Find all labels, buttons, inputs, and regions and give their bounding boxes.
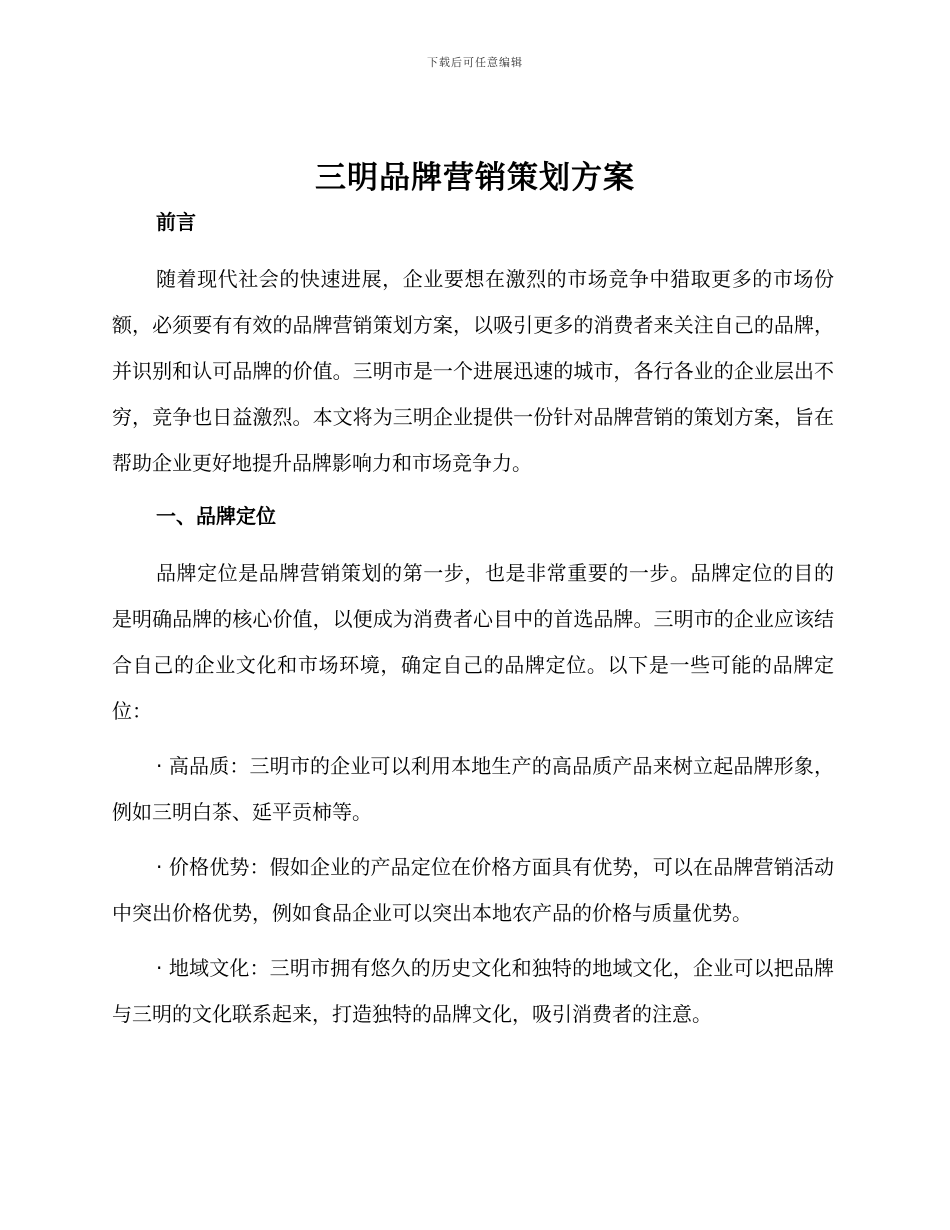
document-body: [112, 200, 834, 1037]
document-title: 三明品牌营销策划方案: [315, 160, 635, 196]
header-note: 下载后可任意编辑: [427, 56, 523, 69]
bullet-price-advantage: · 价格优势：假如企业的产品定位在价格方面具有优势，可以在品牌营销活动中突出价格优势，例如食品企业可以突出本地农产品的价格与质量优势。: [112, 855, 834, 925]
bullet-high-quality: · 高品质：三明市的企业可以利用本地生产的高品质产品来树立起品牌形象，例如三明白茶、延平贡柿等。: [112, 754, 834, 824]
paragraph-preface: 随着现代社会的快速进展，企业要想在激烈的市场竞争中猎取更多的市场份额，必须要有有效的品牌营销策划方案，以吸引更多的消费者来关注自己的品牌，并识别和认可品牌的价值。三明市是一个进展迅速的城市，各行各业的企业层出不穷，竞争也日益激烈。本文将为三明企业提供一份针对品牌营销的策划方案，旨在帮助企业更好地提升品牌影响力和市场竞争力。: [112, 267, 834, 475]
paragraph-brand-positioning-intro: 品牌定位是品牌营销策划的第一步，也是非常重要的一步。品牌定位的目的是明确品牌的核心价值，以便成为消费者心目中的首选品牌。三明市的企业应该结合自己的企业文化和市场环境，确定自己的品牌定位。以下是一些可能的品牌定位：: [112, 561, 834, 723]
bullet-regional-culture: · 地域文化：三明市拥有悠久的历史文化和独特的地域文化，企业可以把品牌与三明的文化联系起来，打造独特的品牌文化，吸引消费者的注意。: [112, 956, 834, 1026]
section-heading-brand-positioning: 一、品牌定位: [156, 504, 276, 528]
section-heading-preface: 前言: [156, 210, 196, 234]
